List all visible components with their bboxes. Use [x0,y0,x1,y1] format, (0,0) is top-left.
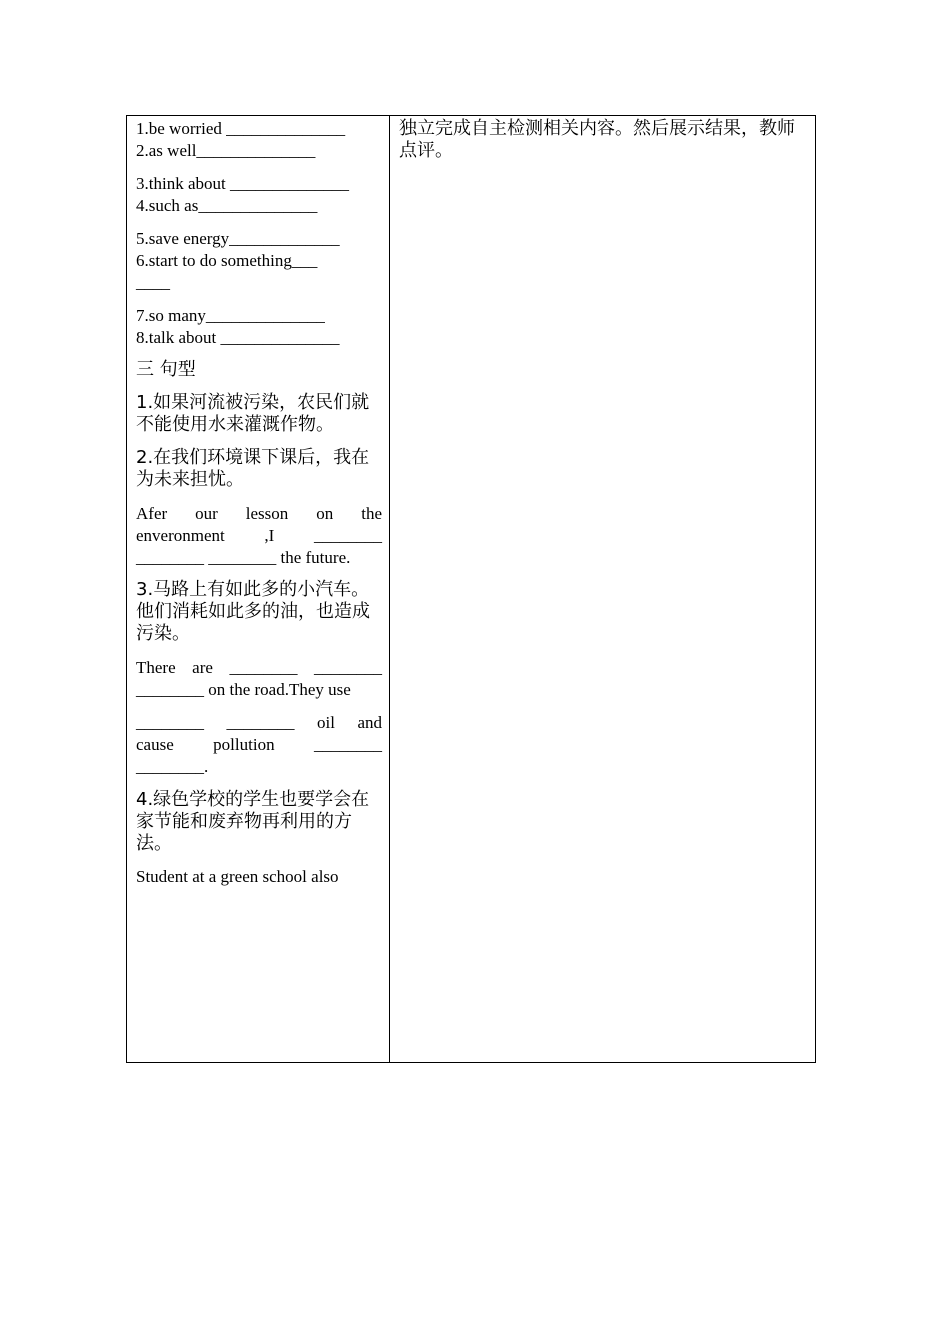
phrase-7: 7.so many______________ [136,306,325,325]
worksheet-table [126,115,816,1063]
sentence-2-chinese: 2.在我们环境课下课后，我在为未来担忧。 [136,447,370,490]
sentence-3-line-4: cause pollution ________ [136,735,382,754]
phrase-3: 3.think about ______________ [136,174,349,193]
phrase-4: 4.such as______________ [136,196,318,215]
sentence-4-english: Student at a green school also [136,867,339,886]
phrase-6-continued: ____ [136,273,170,292]
sentence-4-chinese: 4.绿色学校的学生也要学会在家节能和废弃物再利用的方法。 [136,789,370,854]
phrase-1: 1.be worried ______________ [136,119,346,138]
sentence-1-chinese: 1.如果河流被污染，农民们就不能使用水来灌溉作物。 [136,392,370,435]
sentence-3-line-2: ________ on the road.They use [136,680,351,699]
sentence-3-line-3: ________ ________ oil and [136,713,382,732]
phrase-5: 5.save energy_____________ [136,229,340,248]
sentence-2-line-3: ________ ________ the future. [136,548,351,567]
sentence-2-line-1: Afer our lesson on the [136,504,382,523]
sentence-2-line-2: enveronment ,I ________ [136,526,382,545]
section-title: 三 句型 [136,359,196,380]
phrase-8: 8.talk about ______________ [136,328,340,347]
exercise-column [127,116,390,1062]
instruction-text: 独立完成自主检测相关内容。然后展示结果，教师点评。 [399,118,795,161]
phrase-6: 6.start to do something___ [136,251,318,270]
sentence-3-chinese: 3.马路上有如此多的小汽车。他们消耗如此多的油，也造成污染。 [136,579,370,644]
sentence-3-line-5: ________. [136,757,209,776]
phrase-2: 2.as well______________ [136,141,316,160]
sentence-3-line-1: There are ________ ________ [136,658,382,677]
instruction-column [390,116,815,1062]
